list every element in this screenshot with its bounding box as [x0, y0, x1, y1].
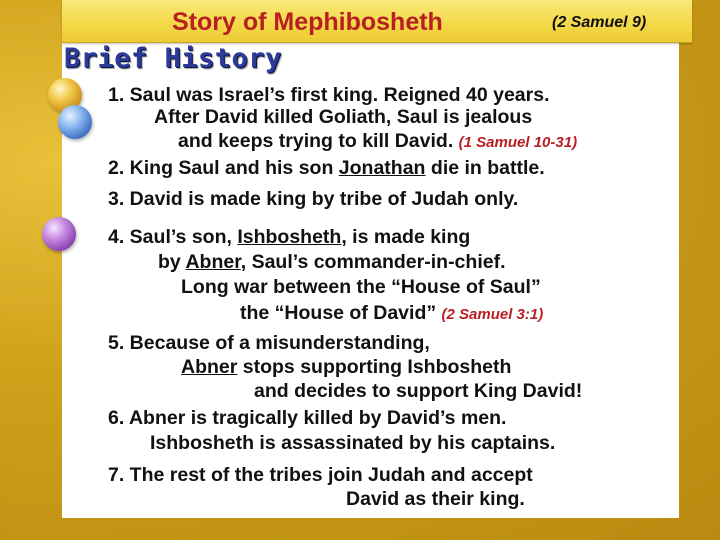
slide-title-reference: (2 Samuel 9) [552, 14, 647, 31]
item-1-line-1: 1. Saul was Israel’s first king. Reigned 40 years. [108, 84, 550, 106]
slide-title: Story of Mephibosheth [172, 8, 443, 36]
item-3: 3. David is made king by tribe of Judah only. [108, 188, 519, 210]
item-5-name: Abner [181, 356, 238, 378]
blue-orb-icon [58, 105, 92, 139]
purple-orb-icon [42, 217, 76, 251]
item-4-line-2 [158, 251, 506, 274]
item-6-line-1: 6. Abner is tragically killed by David’s men. [108, 407, 507, 429]
item-4-line-2-prefix: by [158, 251, 181, 273]
item-4-line-2-name: Abner [185, 251, 241, 273]
item-6-line-2: Ishbosheth is assassinated by his captains. [150, 432, 556, 454]
item-1-line-2: After David killed Goliath, Saul is jealous [154, 106, 533, 128]
item-4-reference: (2 Samuel 3:1) [441, 306, 544, 323]
item-2-prefix: 2. King Saul and his son [108, 157, 334, 179]
item-5-line-2-suffix: stops supporting Ishbosheth [242, 356, 512, 378]
item-1-line-3-text: and keeps trying to kill David. [178, 130, 454, 152]
section-heading: Brief History [64, 43, 282, 74]
item-7-line-2: David as their king. [346, 488, 525, 510]
item-7-line-1: 7. The rest of the tribes join Judah and accept [108, 464, 533, 486]
item-4-name: Ishbosheth [237, 226, 342, 248]
item-4-line-1 [108, 226, 470, 249]
item-2-name: Jonathan [338, 157, 426, 179]
item-4-prefix: 4. Saul’s son, [108, 226, 232, 248]
item-2-suffix: die in battle. [430, 157, 545, 179]
item-1-line-3 [178, 130, 577, 153]
item-5-line-1: 5. Because of a misunderstanding, [108, 332, 430, 354]
item-1-reference: (1 Samuel 10-31) [458, 134, 578, 151]
item-5-line-3: and decides to support King David! [254, 380, 583, 402]
item-4-line-2-suffix: , Saul’s commander-in-chief. [240, 251, 506, 273]
item-4-line-4-text: the “House of David” [240, 302, 437, 324]
item-2 [108, 157, 545, 180]
item-4-suffix: , is made king [341, 226, 471, 248]
item-5-line-2 [181, 356, 511, 379]
item-4-line-4 [240, 302, 543, 325]
item-4-line-3: Long war between the “House of Saul” [181, 276, 541, 298]
